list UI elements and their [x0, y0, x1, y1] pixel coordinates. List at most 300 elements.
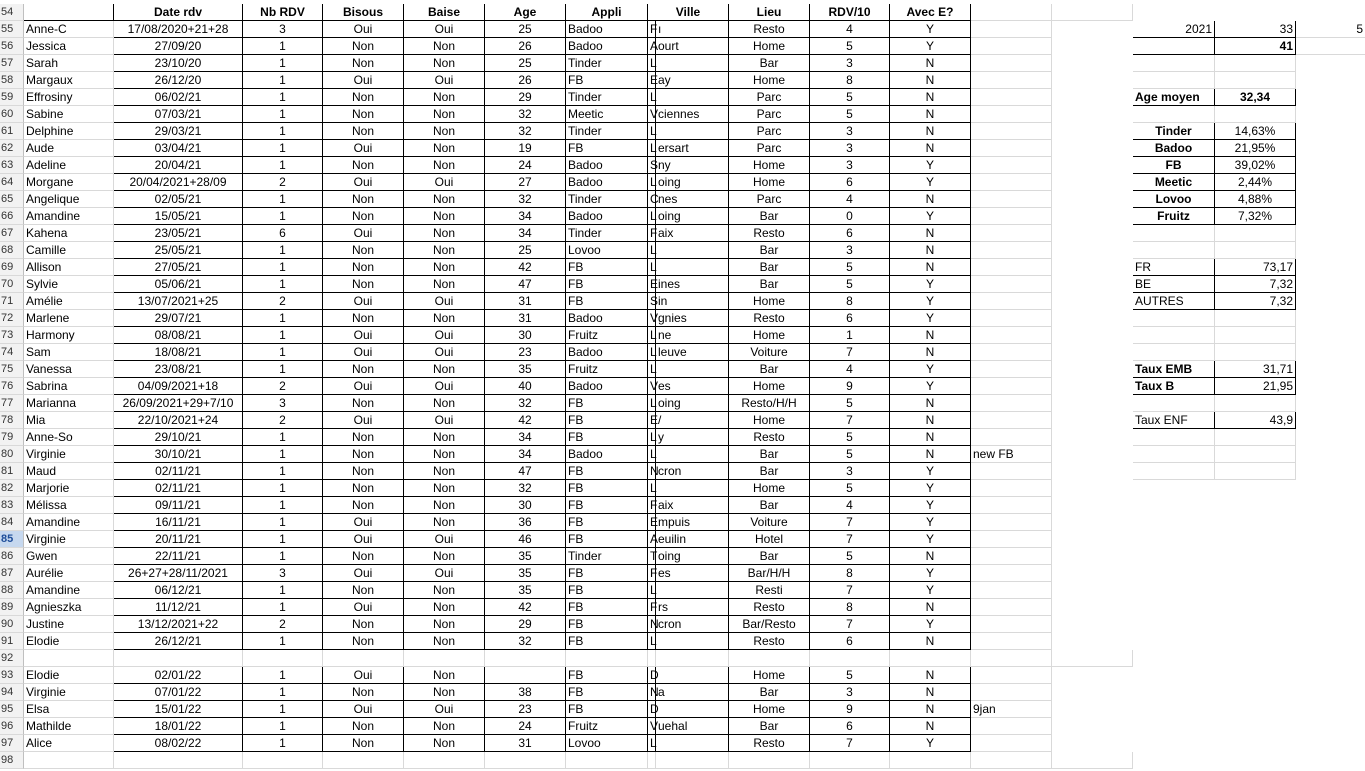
cell-avec[interactable]: Y	[890, 616, 971, 633]
cell-note[interactable]: 7	[810, 514, 890, 531]
cell-pre[interactable]: E	[650, 515, 659, 529]
cell-note[interactable]: 8	[810, 565, 890, 582]
row-number[interactable]: 95	[0, 701, 24, 718]
cell-note-extra[interactable]	[971, 72, 1052, 89]
stats-cell-s2[interactable]: 4,88%	[1215, 191, 1296, 208]
table-row[interactable]	[0, 752, 1365, 769]
cell-baise[interactable]: Non	[404, 208, 485, 225]
cell-avec[interactable]: N	[890, 684, 971, 701]
cell-note-extra[interactable]	[971, 310, 1052, 327]
cell-bisous[interactable]: Non	[323, 463, 404, 480]
cell-pre[interactable]: L	[650, 447, 657, 461]
cell-note[interactable]: 6	[810, 633, 890, 650]
cell-note[interactable]: 4	[810, 191, 890, 208]
cell-name[interactable]: Mia	[24, 412, 114, 429]
stats-cell-s2[interactable]	[1215, 429, 1296, 446]
cell-avec[interactable]: Y	[890, 497, 971, 514]
cell-appli[interactable]: Lovoo	[566, 242, 648, 259]
table-row[interactable]	[0, 463, 1365, 480]
table-row[interactable]	[0, 480, 1365, 497]
cell-appli[interactable]: Tinder	[566, 89, 648, 106]
stats-cell-s1[interactable]	[1133, 429, 1215, 446]
cell-baise[interactable]: Oui	[404, 72, 485, 89]
empty-cell[interactable]	[24, 752, 114, 769]
stats-cell-s1[interactable]: BE	[1133, 276, 1215, 293]
cell-date[interactable]: 29/07/21	[114, 310, 243, 327]
cell-appli[interactable]: Lovoo	[566, 735, 648, 752]
cell-age[interactable]: 35	[485, 565, 566, 582]
cell-lieu[interactable]: Hotel	[729, 531, 810, 548]
cell-note[interactable]: 3	[810, 242, 890, 259]
cell-avec[interactable]: N	[890, 259, 971, 276]
stats-cell-s2[interactable]	[1215, 395, 1296, 412]
table-row[interactable]	[0, 633, 1365, 650]
cell-avec[interactable]: N	[890, 718, 971, 735]
stats-cell-s2[interactable]: 33	[1215, 21, 1296, 38]
cell-pre[interactable]: L	[650, 260, 657, 274]
cell-name[interactable]: Sylvie	[24, 276, 114, 293]
cell-lieu[interactable]: Resto	[729, 429, 810, 446]
cell-name[interactable]: Camille	[24, 242, 114, 259]
cell-note-extra[interactable]	[971, 480, 1052, 497]
cell-name[interactable]: Sam	[24, 344, 114, 361]
cell-baise[interactable]: Non	[404, 633, 485, 650]
cell-avec[interactable]: Y	[890, 157, 971, 174]
cell-bisous[interactable]: Non	[323, 497, 404, 514]
cell-bisous[interactable]: Oui	[323, 72, 404, 89]
cell-lieu[interactable]: Home	[729, 72, 810, 89]
cell-age[interactable]: 24	[485, 157, 566, 174]
cell-name[interactable]: Elodie	[24, 667, 114, 684]
cell-name[interactable]: Mélissa	[24, 497, 114, 514]
cell-ville[interactable]	[656, 701, 729, 718]
cell-name[interactable]: Amandine	[24, 208, 114, 225]
row-number[interactable]: 76	[0, 378, 24, 395]
cell-appli[interactable]: Fruitz	[566, 327, 648, 344]
cell-pre[interactable]: A	[650, 39, 659, 53]
cell-appli[interactable]: Tinder	[566, 123, 648, 140]
cell-appli[interactable]: FB	[566, 140, 648, 157]
table-row[interactable]	[0, 599, 1365, 616]
row-number[interactable]: 91	[0, 633, 24, 650]
row-number[interactable]: 59	[0, 89, 24, 106]
column-header-ville[interactable]: Ville	[648, 4, 729, 21]
cell-bisous[interactable]: Oui	[323, 225, 404, 242]
row-number[interactable]: 98	[0, 752, 24, 769]
cell-lieu[interactable]: Home	[729, 327, 810, 344]
table-row[interactable]	[0, 735, 1365, 752]
cell-appli[interactable]: Badoo	[566, 446, 648, 463]
empty-cell[interactable]	[566, 650, 648, 667]
cell-note-extra[interactable]	[971, 633, 1052, 650]
cell-date[interactable]: 02/01/22	[114, 667, 243, 684]
cell-avec[interactable]: N	[890, 123, 971, 140]
table-row[interactable]	[0, 548, 1365, 565]
cell-ville[interactable]: ciennes	[656, 106, 729, 123]
cell-lieu[interactable]: Bar	[729, 259, 810, 276]
cell-ville[interactable]: leuve	[656, 344, 729, 361]
cell-lieu[interactable]: Home	[729, 174, 810, 191]
cell-avec[interactable]: N	[890, 548, 971, 565]
cell-note[interactable]: 6	[810, 174, 890, 191]
cell-name[interactable]: Jessica	[24, 38, 114, 55]
cell-pre[interactable]: L	[650, 396, 657, 410]
cell-nb[interactable]: 2	[243, 293, 323, 310]
cell-baise[interactable]: Non	[404, 55, 485, 72]
cell-date[interactable]: 05/06/21	[114, 276, 243, 293]
cell-ville[interactable]: oing	[656, 548, 729, 565]
cell-date[interactable]: 22/11/21	[114, 548, 243, 565]
cell-avec[interactable]: N	[890, 633, 971, 650]
cell-date[interactable]: 04/09/2021+18	[114, 378, 243, 395]
cell-baise[interactable]: Non	[404, 38, 485, 55]
empty-cell[interactable]	[656, 650, 729, 667]
cell-pre[interactable]: N	[650, 617, 659, 631]
table-row[interactable]	[0, 684, 1365, 701]
stats-cell-s1[interactable]: Taux ENF	[1133, 412, 1215, 429]
cell-pre[interactable]: C	[650, 192, 659, 206]
table-row[interactable]	[0, 582, 1365, 599]
row-number[interactable]: 73	[0, 327, 24, 344]
cell-date[interactable]: 13/07/2021+25	[114, 293, 243, 310]
cell-note[interactable]: 3	[810, 157, 890, 174]
cell-note[interactable]: 9	[810, 701, 890, 718]
column-header-age[interactable]: Age	[485, 4, 566, 21]
stats-cell-s2[interactable]: 31,71	[1215, 361, 1296, 378]
cell-lieu[interactable]: Home	[729, 293, 810, 310]
cell-appli[interactable]: Badoo	[566, 344, 648, 361]
cell-pre[interactable]: E	[650, 277, 659, 291]
cell-note-extra[interactable]	[971, 582, 1052, 599]
cell-nb[interactable]: 1	[243, 242, 323, 259]
cell-lieu[interactable]: Resto	[729, 21, 810, 38]
cell-baise[interactable]: Non	[404, 361, 485, 378]
cell-note[interactable]: 0	[810, 208, 890, 225]
cell-date[interactable]: 08/02/22	[114, 735, 243, 752]
cell-appli[interactable]: FB	[566, 531, 648, 548]
cell-lieu[interactable]: Parc	[729, 89, 810, 106]
cell-note[interactable]: 9	[810, 378, 890, 395]
cell-lieu[interactable]: Bar	[729, 361, 810, 378]
cell-avec[interactable]: Y	[890, 463, 971, 480]
cell-baise[interactable]: Non	[404, 446, 485, 463]
cell-bisous[interactable]: Oui	[323, 344, 404, 361]
cell-pre[interactable]: D	[650, 702, 659, 716]
cell-bisous[interactable]: Oui	[323, 514, 404, 531]
cell-note[interactable]: 5	[810, 395, 890, 412]
cell-date[interactable]: 20/04/2021+28/09	[114, 174, 243, 191]
cell-lieu[interactable]: Bar	[729, 548, 810, 565]
table-row[interactable]	[0, 123, 1365, 140]
row-number[interactable]: 89	[0, 599, 24, 616]
cell-baise[interactable]: Oui	[404, 293, 485, 310]
cell-bisous[interactable]: Oui	[323, 531, 404, 548]
cell-bisous[interactable]: Non	[323, 191, 404, 208]
stats-cell-s1[interactable]	[1133, 106, 1215, 123]
cell-bisous[interactable]: Oui	[323, 701, 404, 718]
row-number[interactable]: 71	[0, 293, 24, 310]
cell-appli[interactable]: Badoo	[566, 38, 648, 55]
cell-note[interactable]: 5	[810, 480, 890, 497]
cell-ville[interactable]	[656, 361, 729, 378]
empty-cell[interactable]	[114, 650, 243, 667]
cell-pre[interactable]: V	[650, 311, 659, 325]
cell-bisous[interactable]: Non	[323, 208, 404, 225]
cell-note[interactable]: 5	[810, 259, 890, 276]
row-number[interactable]: 55	[0, 21, 24, 38]
table-row[interactable]	[0, 208, 1365, 225]
empty-cell[interactable]	[890, 650, 971, 667]
cell-bisous[interactable]: Non	[323, 718, 404, 735]
cell-bisous[interactable]: Non	[323, 616, 404, 633]
cell-appli[interactable]: FB	[566, 395, 648, 412]
cell-nb[interactable]: 1	[243, 259, 323, 276]
cell-lieu[interactable]: Home	[729, 480, 810, 497]
cell-note[interactable]: 5	[810, 429, 890, 446]
cell-avec[interactable]: N	[890, 55, 971, 72]
cell-avec[interactable]: N	[890, 429, 971, 446]
stats-cell-s2[interactable]	[1215, 310, 1296, 327]
row-number[interactable]: 78	[0, 412, 24, 429]
empty-cell[interactable]	[648, 752, 656, 769]
cell-ville[interactable]: aix	[656, 225, 729, 242]
cell-note-extra[interactable]	[971, 225, 1052, 242]
cell-age[interactable]: 25	[485, 242, 566, 259]
empty-cell[interactable]	[1052, 752, 1133, 769]
cell-date[interactable]: 27/09/20	[114, 38, 243, 55]
cell-date[interactable]: 13/12/2021+22	[114, 616, 243, 633]
empty-cell[interactable]	[485, 650, 566, 667]
cell-nb[interactable]: 1	[243, 599, 323, 616]
row-number[interactable]: 69	[0, 259, 24, 276]
cell-pre[interactable]: F	[650, 566, 658, 580]
cell-avec[interactable]: Y	[890, 735, 971, 752]
row-number[interactable]: 72	[0, 310, 24, 327]
cell-appli[interactable]: Badoo	[566, 21, 648, 38]
cell-pre[interactable]: N	[650, 464, 659, 478]
cell-name[interactable]: Alice	[24, 735, 114, 752]
cell-note[interactable]: 1	[810, 327, 890, 344]
cell-note[interactable]: 7	[810, 412, 890, 429]
cell-appli[interactable]: Tinder	[566, 191, 648, 208]
cell-note[interactable]: 5	[810, 276, 890, 293]
cell-name[interactable]: Marlene	[24, 310, 114, 327]
table-row[interactable]	[0, 55, 1365, 72]
cell-date[interactable]: 11/12/21	[114, 599, 243, 616]
stats-cell-s1[interactable]	[1133, 310, 1215, 327]
table-row[interactable]	[0, 242, 1365, 259]
cell-baise[interactable]: Oui	[404, 412, 485, 429]
cell-nb[interactable]: 1	[243, 327, 323, 344]
cell-pre[interactable]: E	[650, 413, 659, 427]
cell-name[interactable]: Aude	[24, 140, 114, 157]
stats-cell-s2[interactable]: 73,17	[1215, 259, 1296, 276]
cell-age[interactable]: 47	[485, 463, 566, 480]
cell-ville[interactable]: y	[656, 429, 729, 446]
cell-nb[interactable]: 1	[243, 38, 323, 55]
empty-cell[interactable]	[1052, 4, 1133, 21]
cell-note[interactable]: 7	[810, 735, 890, 752]
empty-cell[interactable]	[729, 650, 810, 667]
cell-note[interactable]: 6	[810, 718, 890, 735]
cell-appli[interactable]: Meetic	[566, 106, 648, 123]
stats-cell-s2[interactable]	[1215, 327, 1296, 344]
cell-bisous[interactable]: Oui	[323, 565, 404, 582]
cell-note[interactable]: 8	[810, 599, 890, 616]
cell-note[interactable]: 6	[810, 310, 890, 327]
cell-pre[interactable]: L	[650, 345, 657, 359]
column-header-bisous[interactable]: Bisous	[323, 4, 404, 21]
row-number[interactable]: 56	[0, 38, 24, 55]
cell-note[interactable]: 4	[810, 497, 890, 514]
cell-pre[interactable]: V	[650, 379, 659, 393]
cell-date[interactable]: 29/03/21	[114, 123, 243, 140]
empty-cell[interactable]	[323, 752, 404, 769]
cell-name[interactable]: Harmony	[24, 327, 114, 344]
cell-lieu[interactable]: Resto	[729, 310, 810, 327]
cell-date[interactable]: 26/12/21	[114, 633, 243, 650]
cell-ville[interactable]: ny	[656, 157, 729, 174]
cell-ville[interactable]: gnies	[656, 310, 729, 327]
cell-appli[interactable]: Badoo	[566, 157, 648, 174]
cell-baise[interactable]: Oui	[404, 344, 485, 361]
row-number[interactable]: 97	[0, 735, 24, 752]
stats-cell-s1[interactable]	[1133, 72, 1215, 89]
cell-lieu[interactable]: Voiture	[729, 514, 810, 531]
cell-note[interactable]: 7	[810, 616, 890, 633]
cell-baise[interactable]: Non	[404, 429, 485, 446]
cell-nb[interactable]: 1	[243, 361, 323, 378]
row-number[interactable]: 61	[0, 123, 24, 140]
cell-ville[interactable]	[656, 582, 729, 599]
cell-age[interactable]: 42	[485, 259, 566, 276]
cell-lieu[interactable]: Bar	[729, 446, 810, 463]
stats-cell-s2[interactable]: 7,32	[1215, 276, 1296, 293]
cell-ville[interactable]: uehal	[656, 718, 729, 735]
cell-date[interactable]: 22/10/2021+24	[114, 412, 243, 429]
cell-appli[interactable]: FB	[566, 412, 648, 429]
cell-bisous[interactable]: Oui	[323, 140, 404, 157]
cell-pre[interactable]: N	[650, 685, 659, 699]
cell-ville[interactable]: cron	[656, 463, 729, 480]
cell-note-extra[interactable]	[971, 140, 1052, 157]
cell-nb[interactable]: 1	[243, 446, 323, 463]
table-row[interactable]	[0, 514, 1365, 531]
cell-ville[interactable]	[656, 242, 729, 259]
cell-note-extra[interactable]	[971, 667, 1052, 684]
cell-appli[interactable]: FB	[566, 463, 648, 480]
table-row[interactable]	[0, 72, 1365, 89]
empty-cell[interactable]	[810, 650, 890, 667]
cell-avec[interactable]: N	[890, 412, 971, 429]
cell-lieu[interactable]: Home	[729, 701, 810, 718]
empty-cell[interactable]	[890, 752, 971, 769]
row-number[interactable]: 85	[0, 531, 24, 548]
cell-age[interactable]: 19	[485, 140, 566, 157]
cell-avec[interactable]: Y	[890, 582, 971, 599]
stats-cell-s1[interactable]	[1133, 38, 1215, 55]
cell-name[interactable]: Amélie	[24, 293, 114, 310]
cell-avec[interactable]: Y	[890, 276, 971, 293]
stats-cell-s2[interactable]: 41	[1215, 38, 1296, 55]
cell-name[interactable]: Adeline	[24, 157, 114, 174]
cell-age[interactable]: 32	[485, 123, 566, 140]
column-header-baise[interactable]: Baise	[404, 4, 485, 21]
cell-baise[interactable]: Non	[404, 191, 485, 208]
cell-lieu[interactable]: Resto	[729, 633, 810, 650]
cell-ville[interactable]: cron	[656, 616, 729, 633]
cell-note-extra[interactable]	[971, 344, 1052, 361]
cell-appli[interactable]: FB	[566, 259, 648, 276]
cell-date[interactable]: 02/05/21	[114, 191, 243, 208]
cell-bisous[interactable]: Non	[323, 55, 404, 72]
cell-avec[interactable]: Y	[890, 310, 971, 327]
cell-appli[interactable]: Tinder	[566, 548, 648, 565]
stats-cell-s1[interactable]	[1133, 225, 1215, 242]
cell-note-extra[interactable]	[971, 157, 1052, 174]
cell-bisous[interactable]: Oui	[323, 599, 404, 616]
cell-note[interactable]: 3	[810, 123, 890, 140]
cell-baise[interactable]: Oui	[404, 701, 485, 718]
cell-name[interactable]: Mathilde	[24, 718, 114, 735]
row-number[interactable]: 87	[0, 565, 24, 582]
cell-date[interactable]: 26/09/2021+29+7/10	[114, 395, 243, 412]
cell-avec[interactable]: Y	[890, 514, 971, 531]
row-number[interactable]: 74	[0, 344, 24, 361]
cell-avec[interactable]: N	[890, 140, 971, 157]
cell-note[interactable]: 3	[810, 463, 890, 480]
cell-bisous[interactable]: Non	[323, 242, 404, 259]
cell-appli[interactable]: FB	[566, 599, 648, 616]
cell-ville[interactable]: nes	[656, 191, 729, 208]
cell-lieu[interactable]: Home	[729, 412, 810, 429]
cell-note[interactable]: 5	[810, 446, 890, 463]
header-name-cell[interactable]	[24, 4, 114, 21]
cell-nb[interactable]: 1	[243, 106, 323, 123]
cell-note-extra[interactable]	[971, 497, 1052, 514]
cell-pre[interactable]: T	[650, 549, 658, 563]
stats-cell-s2[interactable]	[1215, 344, 1296, 361]
stats-cell-s1[interactable]: Age moyen	[1133, 89, 1215, 106]
stats-cell-s1[interactable]: Meetic	[1133, 174, 1215, 191]
cell-baise[interactable]: Non	[404, 310, 485, 327]
cell-name[interactable]: Sabrina	[24, 378, 114, 395]
cell-ville[interactable]	[656, 259, 729, 276]
cell-pre[interactable]: F	[650, 600, 658, 614]
cell-nb[interactable]: 1	[243, 123, 323, 140]
cell-lieu[interactable]: Bar	[729, 463, 810, 480]
cell-ville[interactable]	[656, 55, 729, 72]
cell-note-extra[interactable]	[971, 429, 1052, 446]
cell-baise[interactable]: Non	[404, 548, 485, 565]
cell-note-extra[interactable]: new FB	[971, 446, 1052, 463]
cell-age[interactable]: 34	[485, 208, 566, 225]
cell-name[interactable]: Morgane	[24, 174, 114, 191]
cell-appli[interactable]: FB	[566, 514, 648, 531]
table-row[interactable]	[0, 412, 1365, 429]
cell-avec[interactable]: Y	[890, 378, 971, 395]
cell-ville[interactable]	[656, 633, 729, 650]
cell-note-extra[interactable]	[971, 548, 1052, 565]
empty-cell[interactable]	[404, 650, 485, 667]
cell-lieu[interactable]: Parc	[729, 191, 810, 208]
stats-cell-s1[interactable]: Taux B	[1133, 378, 1215, 395]
cell-pre[interactable]: F	[650, 22, 658, 36]
row-number[interactable]: 62	[0, 140, 24, 157]
cell-avec[interactable]: Y	[890, 361, 971, 378]
cell-bisous[interactable]: Non	[323, 276, 404, 293]
table-row[interactable]	[0, 497, 1365, 514]
